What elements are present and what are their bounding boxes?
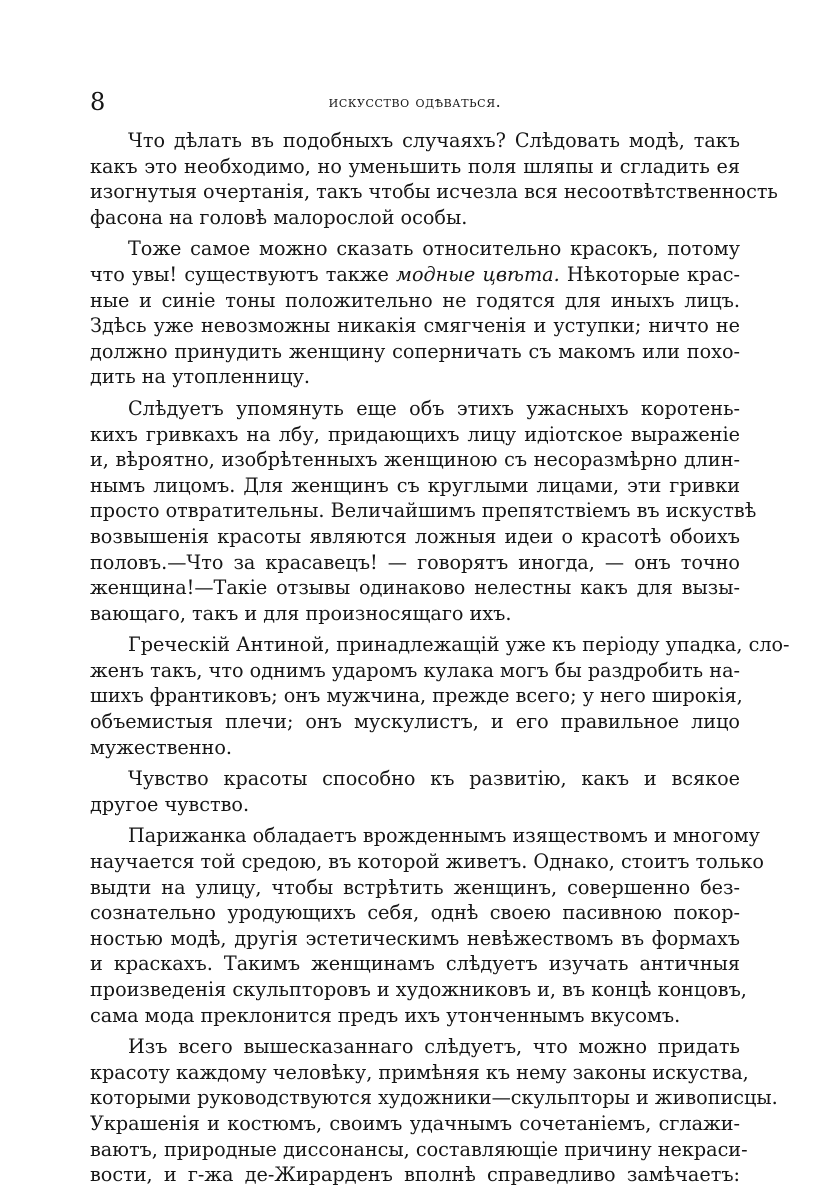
text-line: фасона на головѣ малорослой особы. [90, 205, 468, 229]
text-line: вающаго, такъ и для произносящаго ихъ. [90, 601, 512, 625]
text-line: кихъ гривкахъ на лбу, придающихъ лицу идіотское выраженіе [90, 422, 740, 446]
text-line: возвышенія красоты являются ложныя идеи о красотѣ обоихъ [90, 524, 740, 548]
text-line: Изъ всего вышесказаннаго слѣдуетъ, что можно придать [128, 1035, 740, 1059]
text-line: просто отвратительны. Величайшимъ препятствіемъ въ искуствѣ [90, 499, 757, 523]
text-line: дить на утопленницу. [90, 365, 310, 389]
paragraph [90, 128, 778, 230]
text-line: другое чувство. [90, 792, 250, 816]
text-line: ваютъ, природные диссонансы, составляющіе причину некраси- [90, 1137, 748, 1161]
text-line: сознательно уродующихъ себя, однѣ своею пасивною покор- [90, 901, 740, 925]
running-title: искусство одѣваться. [328, 92, 502, 111]
text-line: красоту каждому человѣку, примѣняя къ нему законы искуства, [90, 1060, 749, 1084]
text-line: Парижанка обладаетъ врожденнымъ изяществомъ и многому [128, 824, 760, 848]
text-line: изогнутыя очертанія, такъ чтобы исчезла вся несоотвѣтственность [90, 180, 778, 204]
text-line: мужественно. [90, 735, 232, 759]
text-line: которыми руководствуются художники—скульпторы и живописцы. [90, 1086, 778, 1110]
text-line: шихъ франтиковъ; онъ мужчина, прежде всего; у него широкія, [90, 684, 743, 708]
text-line: нымъ лицомъ. Для женщинъ съ круглыми лицами, эти гривки [90, 473, 740, 497]
text-line: произведенія скульпторовъ и художниковъ и, въ концѣ концовъ, [90, 978, 747, 1001]
text-line: объемистыя плечи; онъ мускулистъ, и его правильное лицо [90, 710, 740, 734]
text-line: вости, и г-жа де-Жирарденъ вполнѣ справедливо замѣчаетъ: [90, 1163, 740, 1187]
paragraph [90, 396, 757, 626]
text-fragment: Нѣкоторые крас- [566, 262, 740, 286]
text-line: Здѣсь уже невозможны никакія смягченія и уступки; ничто не [90, 314, 740, 338]
text-line: сама мода преклонится предъ ихъ утонченнымъ вкусомъ. [90, 1003, 681, 1027]
paragraph [90, 236, 740, 390]
text-line: женщина!—Такіе отзывы одинаково нелестны какъ для вызы- [90, 576, 740, 600]
italic-phrase: модные цвѣта. [396, 262, 560, 286]
text-line: половъ.—Что за красавецъ! — говорятъ иногда, — онъ точно [90, 550, 740, 574]
text-line: Тоже самое можно сказать относительно красокъ, потому [128, 237, 740, 261]
paragraph [90, 1034, 778, 1188]
text-line: Украшенія и костюмъ, своимъ удачнымъ сочетаніемъ, сглажи- [90, 1111, 740, 1135]
text-line: Чувство красоты способно къ развитію, какъ и всякое [128, 767, 740, 791]
text-line: научается той средою, въ которой живетъ. Однако, стоитъ только [90, 850, 764, 874]
text-line: ностью модѣ, другія эстетическимъ невѣжествомъ въ формахъ [90, 926, 740, 950]
text-line: Что дѣлать въ подобныхъ случаяхъ? Слѣдовать модѣ, такъ [128, 129, 740, 152]
text-line: Слѣдуетъ упомянуть еще объ этихъ ужасныхъ коротень- [128, 396, 740, 420]
page-number: 8 [90, 88, 106, 116]
text-fragment: что увы! существуютъ также [90, 262, 389, 286]
text-line: и, вѣроятно, изобрѣтенныхъ женщиною съ несоразмѣрно длин- [90, 448, 740, 472]
text-line [90, 262, 740, 288]
text-line: Греческій Антиной, принадлежащій уже къ періоду упадка, сло- [128, 633, 790, 657]
text-line: и краскахъ. Такимъ женщинамъ слѣдуетъ изучать античныя [90, 952, 740, 976]
page-header [90, 86, 740, 118]
paragraph [90, 632, 790, 760]
body-text [90, 128, 790, 1188]
text-line: какъ это необходимо, но уменьшить поля шляпы и сгладить ея [90, 154, 740, 178]
text-line: должно принудить женщину соперничать съ макомъ или похо- [90, 339, 740, 363]
paragraph [90, 766, 740, 817]
paragraph [90, 823, 764, 1028]
text-line: ные и синіе тоны положительно не годятся для иныхъ лицъ. [90, 288, 740, 312]
text-line: женъ такъ, что однимъ ударомъ кулака могъ бы раздробить на- [90, 658, 740, 682]
text-line: выдти на улицу, чтобы встрѣтить женщинъ, совершенно без- [90, 875, 740, 899]
